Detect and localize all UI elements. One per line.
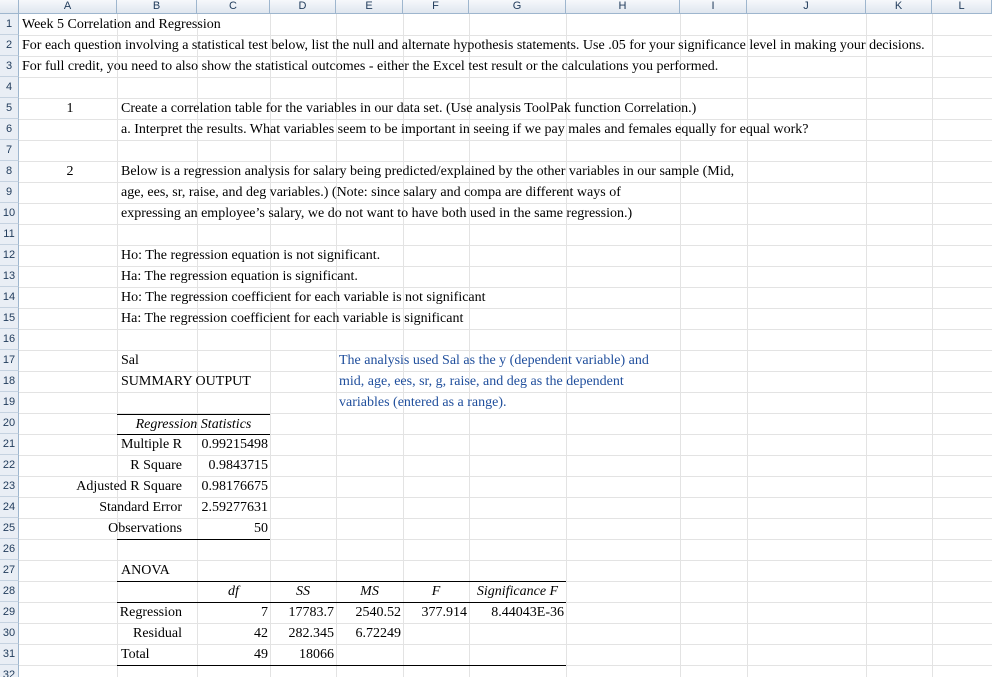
anova-title[interactable]: ANOVA (121, 563, 170, 578)
multiple-r-label[interactable]: Multiple R (120, 437, 182, 452)
cell-b10-question-text[interactable]: expressing an employee’s salary, we do not want to have both used in the same regression.) (121, 206, 633, 221)
table-bottom-border (117, 539, 270, 540)
regression-stats-header[interactable]: Regression Statistics (135, 417, 252, 432)
grid-line (19, 224, 992, 225)
adjusted-r-square-label[interactable]: Adjusted R Square (76, 479, 182, 494)
row-header-4[interactable]: 4 (0, 77, 19, 98)
row-header-5[interactable]: 5 (0, 98, 19, 119)
row-header-7[interactable]: 7 (0, 140, 19, 161)
cell-b14-hypothesis[interactable]: Ho: The regression coefficient for each variable is not significant (121, 290, 486, 305)
row-header-13[interactable]: 13 (0, 266, 19, 287)
anova-header-f[interactable]: F (431, 584, 441, 599)
column-header-k[interactable]: K (866, 0, 932, 14)
row-header-30[interactable]: 30 (0, 623, 19, 644)
cell-b9-question-text[interactable]: age, ees, sr, raise, and deg variables.) (Note: since salary and compa are different ways of (121, 185, 621, 200)
cell-a5-question-number[interactable]: 1 (66, 101, 74, 116)
select-all-corner[interactable] (0, 0, 19, 14)
cell-a3-instruction[interactable]: For full credit, you need to also show the statistical outcomes - either the Excel test result or the calculations you performed. (22, 59, 719, 74)
grid-line (19, 77, 992, 78)
grid-line (117, 14, 118, 677)
row-header-6[interactable]: 6 (0, 119, 19, 140)
cell-e18-note[interactable]: mid, age, ees, sr, g, raise, and deg as the dependent (339, 374, 624, 389)
row-header-24[interactable]: 24 (0, 497, 19, 518)
cell-a1-title[interactable]: Week 5 Correlation and Regression (22, 17, 221, 32)
cell-b8-question-text[interactable]: Below is a regression analysis for salary being predicted/explained by the other variables in our sample (Mid, (121, 164, 735, 179)
grid-line (19, 329, 992, 330)
standard-error-value[interactable]: 2.59277631 (201, 500, 268, 515)
cell-a2-instruction[interactable]: For each question involving a statistical test below, list the null and alternate hypothesis statements. Use .05 for your significance level in making your decisions. (22, 38, 925, 53)
anova-bottom-border (117, 665, 566, 666)
grid-line (19, 644, 992, 645)
row-header-18[interactable]: 18 (0, 371, 19, 392)
row-header-14[interactable]: 14 (0, 287, 19, 308)
column-header-g[interactable]: G (469, 0, 566, 14)
observations-value[interactable]: 50 (254, 521, 268, 536)
row-header-22[interactable]: 22 (0, 455, 19, 476)
row-header-20[interactable]: 20 (0, 413, 19, 434)
row-header-25[interactable]: 25 (0, 518, 19, 539)
anova-regression-ms[interactable]: 2540.52 (355, 605, 401, 620)
row-header-11[interactable]: 11 (0, 224, 19, 245)
anova-total-ss[interactable]: 18066 (299, 647, 334, 662)
column-header-l[interactable]: L (932, 0, 992, 14)
cell-b15-hypothesis[interactable]: Ha: The regression coefficient for each variable is significant (121, 311, 464, 326)
row-header-16[interactable]: 16 (0, 329, 19, 350)
anova-total-df[interactable]: 49 (254, 647, 268, 662)
grid-line (19, 140, 992, 141)
column-header-j[interactable]: J (747, 0, 866, 14)
anova-regression-label[interactable]: Regression (119, 605, 182, 620)
row-header-28[interactable]: 28 (0, 581, 19, 602)
anova-regression-df[interactable]: 7 (261, 605, 268, 620)
cell-b5-question-text[interactable]: Create a correlation table for the variables in our data set. (Use analysis ToolPak function Correlation.) (121, 101, 697, 116)
row-header-29[interactable]: 29 (0, 602, 19, 623)
row-header-8[interactable]: 8 (0, 161, 19, 182)
row-header-9[interactable]: 9 (0, 182, 19, 203)
row-header-26[interactable]: 26 (0, 539, 19, 560)
row-header-32[interactable]: 32 (0, 665, 19, 677)
cell-b18-summary-output[interactable]: SUMMARY OUTPUT (121, 374, 251, 389)
cell-b6-question-text[interactable]: a. Interpret the results. What variables seem to be important in seeing if we pay males and females equally for equal work? (121, 122, 809, 137)
column-header-c[interactable]: C (197, 0, 270, 14)
adjusted-r-square-value[interactable]: 0.98176675 (201, 479, 268, 494)
column-header-d[interactable]: D (270, 0, 336, 14)
row-header-19[interactable]: 19 (0, 392, 19, 413)
anova-residual-df[interactable]: 42 (254, 626, 268, 641)
cell-b12-hypothesis[interactable]: Ho: The regression equation is not significant. (121, 248, 381, 263)
column-header-f[interactable]: F (403, 0, 469, 14)
anova-residual-ss[interactable]: 282.345 (288, 626, 334, 641)
row-header-27[interactable]: 27 (0, 560, 19, 581)
row-header-2[interactable]: 2 (0, 35, 19, 56)
column-header-e[interactable]: E (336, 0, 403, 14)
anova-total-label[interactable]: Total (121, 647, 150, 662)
anova-residual-ms[interactable]: 6.72249 (355, 626, 401, 641)
anova-residual-label[interactable]: Residual (133, 626, 182, 641)
observations-label[interactable]: Observations (108, 521, 182, 536)
cell-e17-note[interactable]: The analysis used Sal as the y (dependent variable) and (339, 353, 649, 368)
cell-b13-hypothesis[interactable]: Ha: The regression equation is significant. (121, 269, 358, 284)
standard-error-label[interactable]: Standard Error (99, 500, 182, 515)
row-header-1[interactable]: 1 (0, 14, 19, 35)
column-header-h[interactable]: H (566, 0, 680, 14)
r-square-label[interactable]: R Square (130, 458, 182, 473)
cell-a8-question-number[interactable]: 2 (66, 164, 74, 179)
anova-regression-f[interactable]: 377.914 (421, 605, 467, 620)
column-header-b[interactable]: B (117, 0, 197, 14)
anova-header-ss[interactable]: SS (296, 584, 310, 599)
row-header-23[interactable]: 23 (0, 476, 19, 497)
anova-regression-ss[interactable]: 17783.7 (288, 605, 334, 620)
anova-header-ms[interactable]: MS (360, 584, 379, 599)
cell-b17-sal[interactable]: Sal (121, 353, 139, 368)
row-header-31[interactable]: 31 (0, 644, 19, 665)
column-header-i[interactable]: I (680, 0, 747, 14)
row-header-12[interactable]: 12 (0, 245, 19, 266)
anova-regression-significance-f[interactable]: 8.44043E-36 (491, 605, 564, 620)
anova-header-df[interactable]: df (228, 584, 239, 599)
grid-line (866, 14, 867, 677)
row-header-3[interactable]: 3 (0, 56, 19, 77)
cell-e19-note[interactable]: variables (entered as a range). (339, 395, 507, 410)
multiple-r-value[interactable]: 0.99215498 (201, 437, 268, 452)
anova-header-significance-f[interactable]: Significance F (476, 584, 559, 599)
row-header-21[interactable]: 21 (0, 434, 19, 455)
row-header-15[interactable]: 15 (0, 308, 19, 329)
grid-line (747, 14, 748, 677)
grid-line (932, 14, 933, 677)
row-header-17[interactable]: 17 (0, 350, 19, 371)
r-square-value[interactable]: 0.9843715 (208, 458, 268, 473)
column-header-a[interactable]: A (19, 0, 117, 14)
row-header-10[interactable]: 10 (0, 203, 19, 224)
